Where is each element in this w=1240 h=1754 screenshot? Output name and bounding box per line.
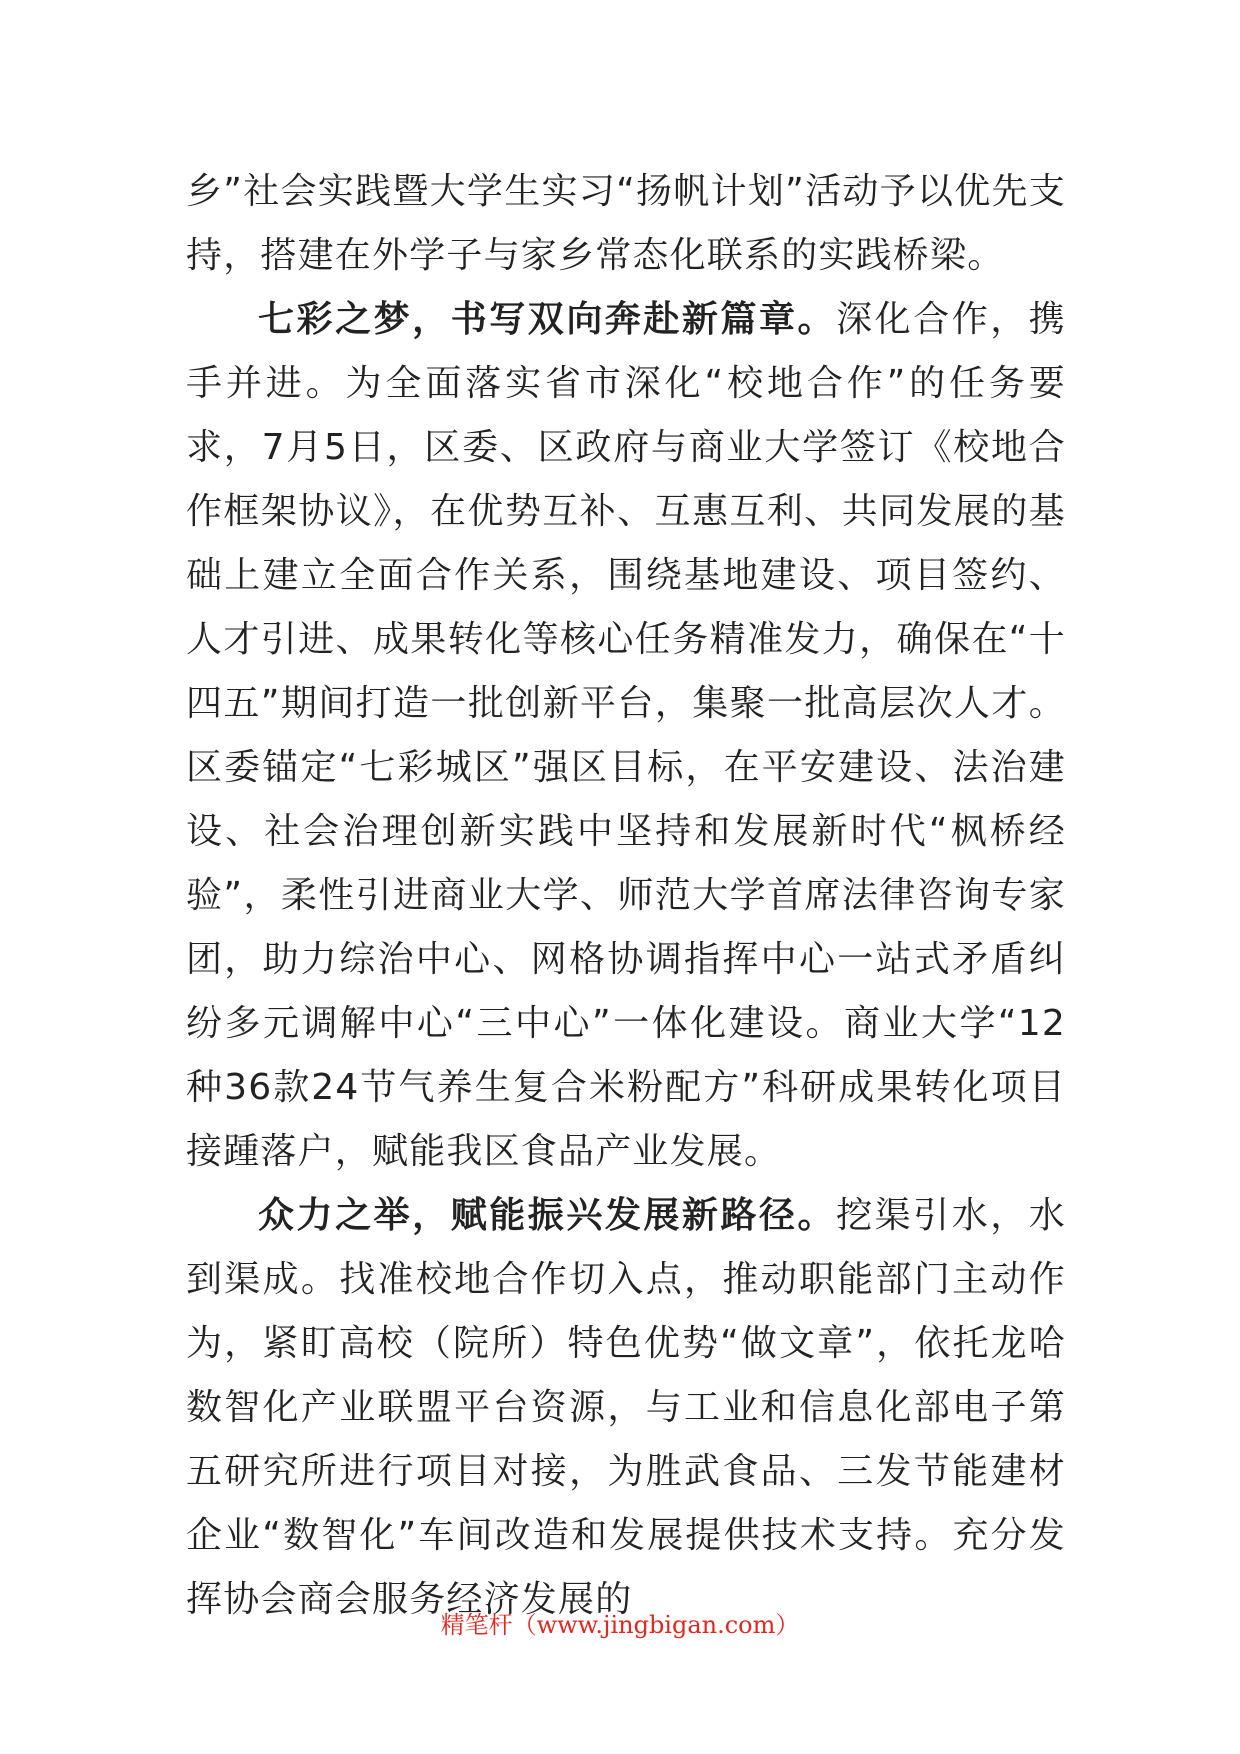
paragraph-3-text: 挖渠引水，水到渠成。找准校地合作切入点，推动职能部门主动作为，紧盯高校（院所）特色优势“做文章”，依托龙哈数智化产业联盟平台资源，与工业和信息化部电子第五研究所进行项目对接，为胜武食品、三发节能建材企业“数智化”车间改造和发展提供技术支持。充分发挥协会商会服务经济发展的 xyxy=(186,1195,1066,1620)
paragraph-1 xyxy=(186,160,1066,288)
footer-watermark: 精笔杆（www.jingbigan.com） xyxy=(440,1611,800,1639)
paragraph-2 xyxy=(186,288,1066,1184)
document-body xyxy=(186,160,1066,1632)
paragraph-1-text: 乡”社会实践暨大学生实习“扬帆计划”活动予以优先支持，搭建在外学子与家乡常态化联系的实践桥梁。 xyxy=(186,171,1066,276)
paragraph-3-heading: 众力之举，赋能振兴发展新路径。 xyxy=(258,1195,837,1236)
paragraph-2-heading: 七彩之梦，书写双向奔赴新篇章。 xyxy=(258,299,837,340)
paragraph-2-text: 深化合作，携手并进。为全面落实省市深化“校地合作”的任务要求，7月5日，区委、区政府与商业大学签订《校地合作框架协议》，在优势互补、互惠互利、共同发展的基础上建立全面合作关系，围绕基地建设、项目签约、人才引进、成果转化等核心任务精准发力，确保在“十四五”期间打造一批创新平台，集聚一批高层次人才。区委锚定“七彩城区”强区目标，在平安建设、法治建设、社会治理创新实践中坚持和发展新时代“枫桥经验”，柔性引进商业大学、师范大学首席法律咨询专家团，助力综治中心、网格协调指挥中心一站式矛盾纠纷多元调解中心“三中心”一体化建设。商业大学“12种36款24节气养生复合米粉配方”科研成果转化项目接踵落户，赋能我区食品产业发展。 xyxy=(186,299,1066,1172)
paragraph-3 xyxy=(186,1184,1066,1632)
